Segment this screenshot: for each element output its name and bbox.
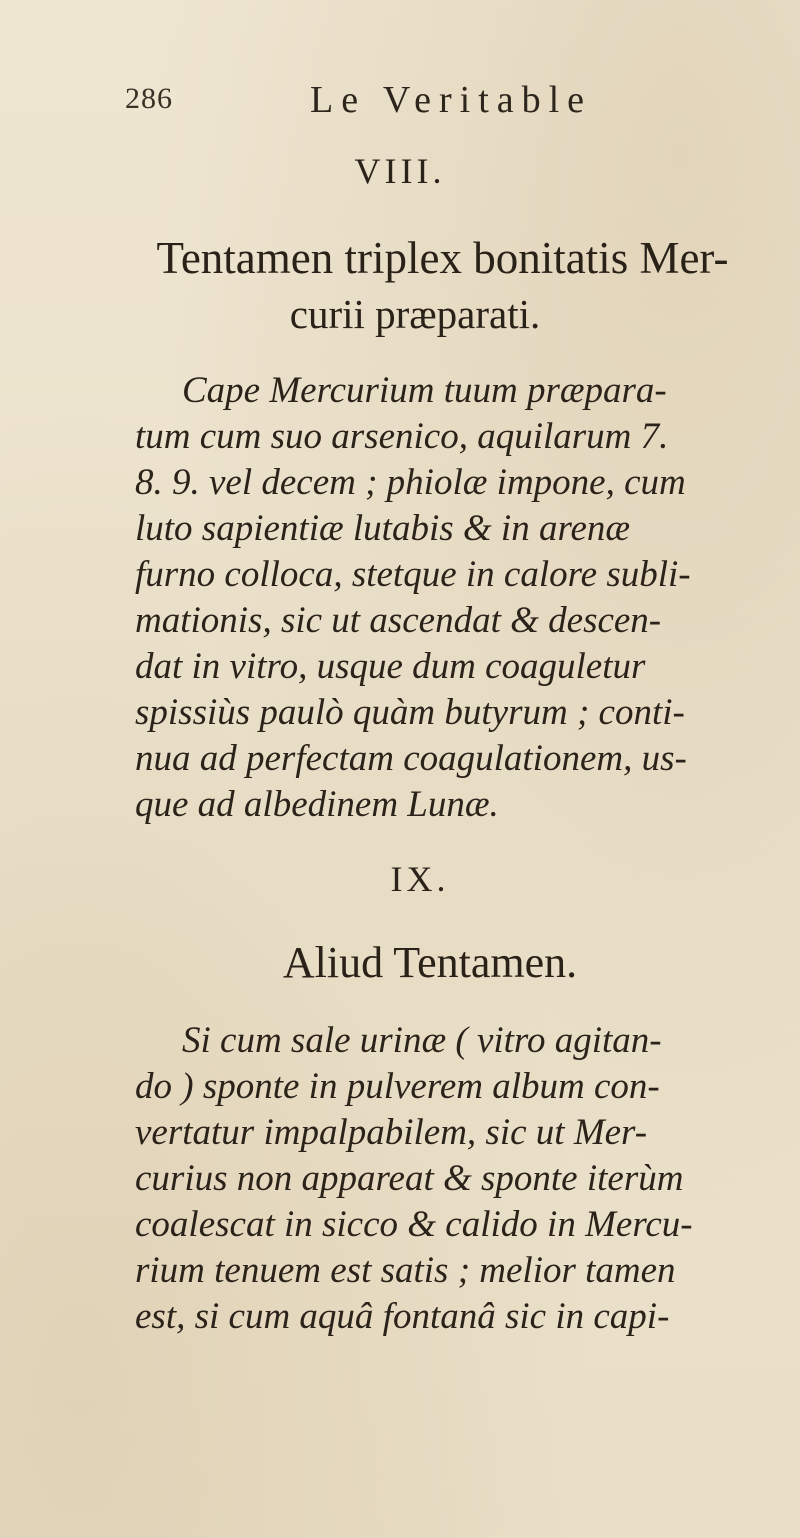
text-line: est, si cum aquâ fontanâ sic in capi-	[135, 1296, 670, 1337]
text-line: nua ad perfectam coagulationem, us-	[135, 738, 687, 779]
text-line: furno colloca, stetque in calore subli-	[135, 554, 691, 595]
text-line: vertatur impalpabilem, sic ut Mer-	[135, 1112, 648, 1153]
text-line: Si cum sale urinæ ( vitro agitan-	[182, 1020, 662, 1061]
text-line: Cape Mercurium tuum præpara-	[182, 370, 667, 411]
text-line: curius non appareat & sponte iterùm	[135, 1158, 684, 1199]
text-line: luto sapientiæ lutabis & in arenæ	[135, 508, 631, 549]
text-line: mationis, sic ut ascendat & descen-	[135, 600, 662, 641]
running-head	[125, 78, 695, 128]
section-heading-ix: Aliud Tentamen.	[282, 938, 578, 987]
text-line: coalescat in sicco & calido in Mercu-	[135, 1204, 693, 1245]
text-line: spissiùs paulò quàm butyrum ; conti-	[135, 692, 685, 733]
section-number-ix: IX.	[390, 859, 450, 899]
text-line: rium tenuem est satis ; melior tamen	[135, 1250, 676, 1291]
heading-line: curii præparati.	[289, 291, 541, 337]
running-title: Le Veritable	[310, 79, 593, 121]
text-line: tum cum suo arsenico, aquilarum 7.	[135, 416, 669, 457]
paragraph-ix	[135, 1018, 755, 1340]
text-line: que ad albedinem Lunæ.	[135, 784, 499, 825]
section-number-viii: VIII.	[354, 151, 446, 191]
text-line: 8. 9. vel decem ; phiolæ impone, cum	[135, 462, 686, 503]
section-heading-viii	[0, 230, 800, 342]
paragraph-viii	[135, 368, 755, 828]
page-number: 286	[125, 82, 173, 115]
heading-line: Tentamen triplex bonitatis Mer-	[156, 233, 729, 283]
text-line: dat in vitro, usque dum coaguletur	[135, 646, 646, 687]
text-line: do ) sponte in pulverem album con-	[135, 1066, 660, 1107]
